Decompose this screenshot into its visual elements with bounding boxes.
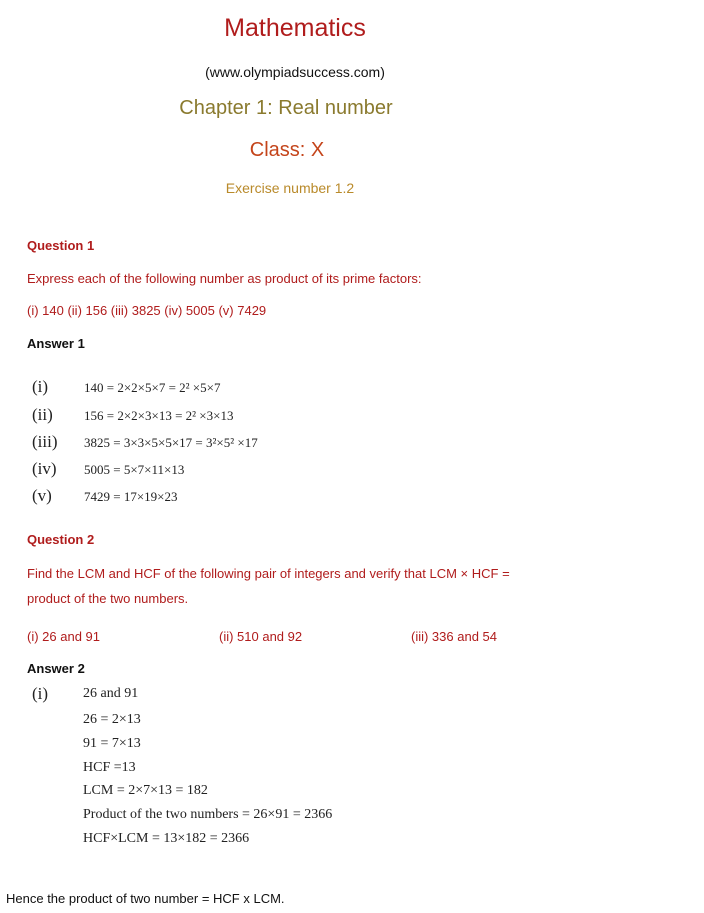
answer-1-label-ii: (ii) bbox=[32, 405, 53, 424]
answer-1-expr-iv: 5005 = 5×7×11×13 bbox=[84, 462, 185, 477]
question-2-text-line2: product of the two numbers. bbox=[27, 591, 189, 606]
answer-2-line: 91 = 7×13 bbox=[83, 736, 141, 751]
answer-1-label-iv: (iv) bbox=[32, 459, 57, 478]
question-2-part-i: (i) 26 and 91 bbox=[27, 629, 100, 644]
answer-2-line: HCF×LCM = 13×182 = 2366 bbox=[83, 831, 250, 846]
answer-1-expr-ii: 156 = 2×2×3×13 = 2² ×3×13 bbox=[84, 408, 234, 423]
answer-1-expr-i: 140 = 2×2×5×7 = 2² ×5×7 bbox=[84, 380, 221, 395]
answer-2-line: Product of the two numbers = 26×91 = 2366 bbox=[83, 807, 333, 822]
answer-2-line: LCM = 2×7×13 = 182 bbox=[83, 783, 208, 798]
question-2-text-line1: Find the LCM and HCF of the following pair of integers and verify that LCM × HCF = bbox=[27, 566, 510, 581]
answer-1-heading: Answer 1 bbox=[27, 336, 85, 351]
document-title: Mathematics bbox=[224, 14, 366, 42]
question-1-heading: Question 1 bbox=[27, 238, 95, 253]
class-heading: Class: X bbox=[249, 139, 325, 161]
question-2-part-ii: (ii) 510 and 92 bbox=[219, 629, 303, 644]
answer-2-heading: Answer 2 bbox=[27, 661, 85, 676]
answer-2-line: 26 and 91 bbox=[83, 686, 139, 701]
question-2-part-iii: (iii) 336 and 54 bbox=[411, 629, 497, 644]
answer-1-expr-v: 7429 = 17×19×23 bbox=[84, 489, 178, 504]
chapter-heading: Chapter 1: Real number bbox=[179, 97, 393, 119]
question-2-heading: Question 2 bbox=[27, 532, 95, 547]
question-1-items: (i) 140 (ii) 156 (iii) 3825 (iv) 5005 (v) 7429 bbox=[27, 303, 267, 318]
conclusion-text: Hence the product of two number = HCF x LCM. bbox=[6, 891, 285, 906]
exercise-heading: Exercise number 1.2 bbox=[225, 180, 355, 196]
question-1-text: Express each of the following number as product of its prime factors: bbox=[27, 271, 422, 286]
answer-1-expr-iii: 3825 = 3×3×5×5×17 = 3²×5² ×17 bbox=[84, 435, 258, 450]
answer-2-line: HCF =13 bbox=[83, 760, 136, 775]
website-url: (www.olympiadsuccess.com) bbox=[205, 64, 385, 80]
answer-2-line: 26 = 2×13 bbox=[83, 712, 141, 727]
answer-2-label: (i) bbox=[32, 684, 49, 703]
answer-1-label-v: (v) bbox=[32, 486, 52, 505]
answer-1-label-iii: (iii) bbox=[32, 432, 58, 451]
answer-1-label-i: (i) bbox=[32, 377, 49, 396]
